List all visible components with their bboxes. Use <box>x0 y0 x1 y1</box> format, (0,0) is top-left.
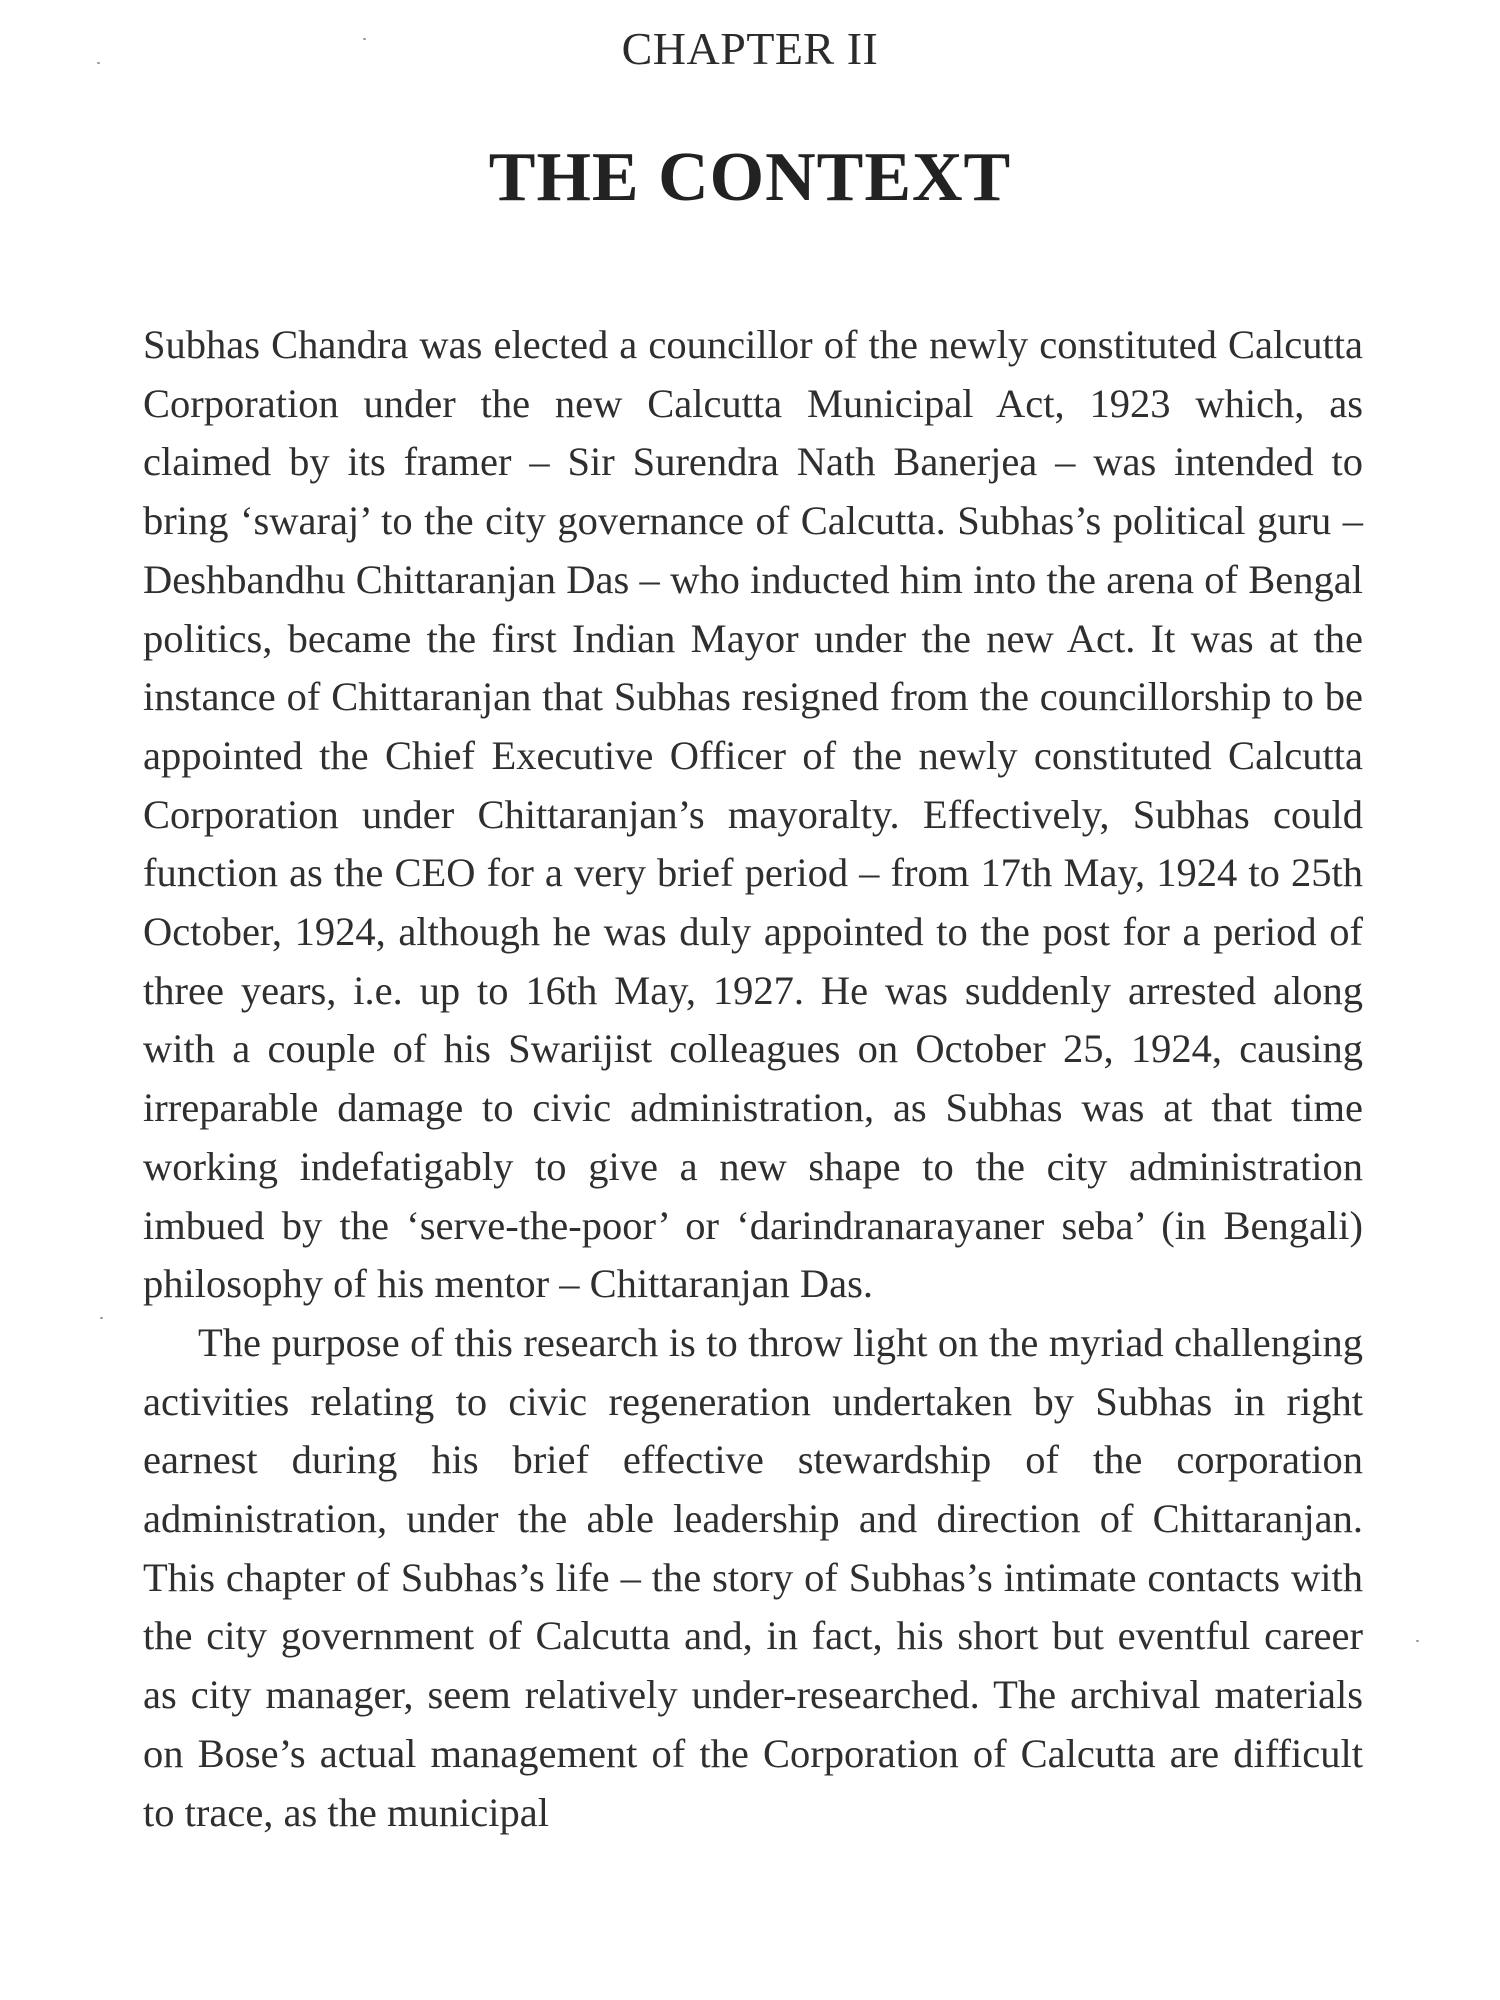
chapter-label: CHAPTER II <box>621 23 879 74</box>
body-text <box>143 316 1363 1842</box>
scan-speck <box>1416 1640 1419 1642</box>
paragraph-1: Subhas Chandra was elected a councillor of the newly constituted Calcutta Corporation under the new Calcutta Municipal Act, 1923 which, as claimed by its framer – Sir Surendra Nath Banerjea – was intended to bring ‘swaraj’ to the city governance of Calcutta. Subhas’s political guru – Deshbandhu Chittaranjan Das – who inducted him into the arena of Bengal politics, became the first Indian Mayor under the new Act. It was at the instance of Chittaranjan that Subhas resigned from the councillorship to be appointed the Chief Executive Officer of the newly constituted Calcutta Corporation under Chittaranjan’s mayoralty. Effectively, Subhas could function as the CEO for a very brief period – from 17th May, 1924 to 25th October, 1924, although he was duly appointed to the post for a period of three years, i.e. up to 16th May, 1927. He was suddenly arrested along with a couple of his Swarijist colleagues on October 25, 1924, causing irreparable damage to civic administration, as Subhas was at that time working indefatigably to give a new shape to the city administration imbued by the ‘serve-the-poor’ or ‘darindranarayaner seba’ (in Bengali) philosophy of his mentor – Chittaranjan Das. <box>143 322 1363 1307</box>
paragraph-2: The purpose of this research is to throw light on the myriad challenging activities relating to civic regeneration undertaken by Subhas in right earnest during his brief effective stewardship of the corporation administration, under the able leadership and direction of Chittaranjan. This chapter of Subhas’s life – the story of Subhas’s intimate contacts with the city government of Calcutta and, in fact, his short but eventful career as city manager, seem relatively under-researched. The archival materials on Bose’s actual management of the Corporation of Calcutta are difficult to trace, as the municipal <box>143 1319 1363 1835</box>
scan-speck <box>100 1317 103 1319</box>
chapter-title: THE CONTEXT <box>488 139 1012 216</box>
